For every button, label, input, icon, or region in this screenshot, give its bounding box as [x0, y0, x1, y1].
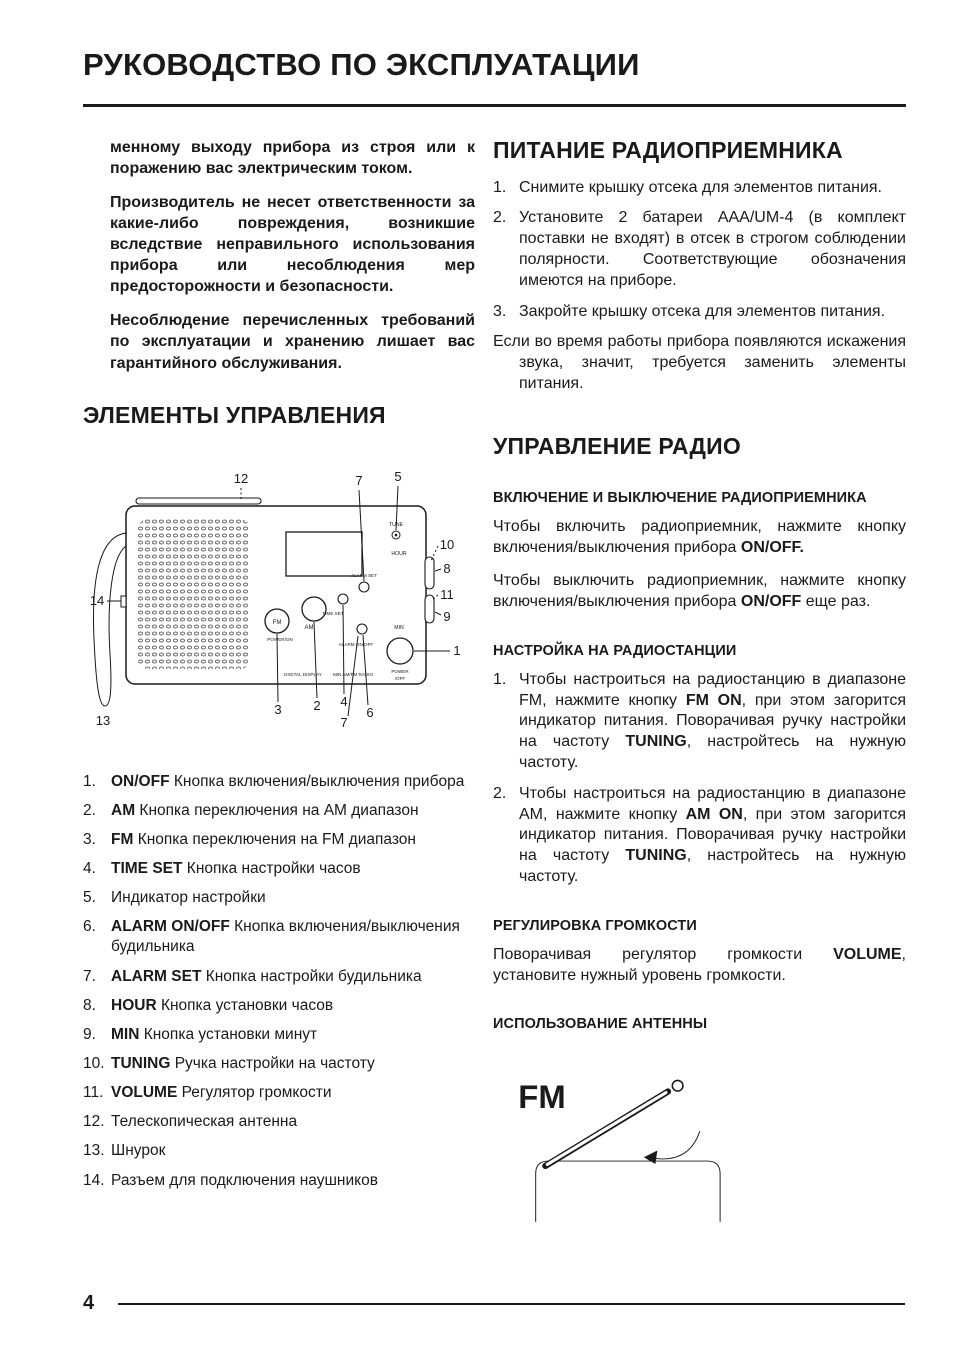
control-item [83, 888, 475, 908]
bold-segment: TUNING [625, 733, 687, 751]
item-text: FM Кнопка переключения на FM диапазон [111, 830, 416, 848]
item-number: 4. [83, 860, 96, 878]
control-item [83, 1171, 475, 1191]
item-text: HOUR Кнопка установки часов [111, 996, 334, 1014]
text-segment: Чтобы настроиться на радиостанцию в диапазоне FM, нажмите кнопку [519, 670, 906, 709]
callout-7-top: 7 [355, 472, 363, 488]
tune-label: TUNE [388, 521, 404, 528]
control-item [83, 1112, 475, 1132]
digital-display-label: DIGITAL DISPLAY [284, 671, 322, 677]
two-column-layout [83, 137, 906, 1228]
item-number: 1. [493, 670, 507, 688]
item-number: 10. [83, 1055, 105, 1073]
item-text: AM Кнопка переключения на АМ диапазон [111, 801, 419, 819]
alarm-set-label: ALARM SET [350, 572, 378, 578]
text-segment: еще раз. [801, 593, 871, 611]
callout-13: 13 [95, 712, 111, 728]
item-number: 6. [83, 918, 96, 936]
power-heading: ПИТАНИЕ РАДИОПРИЕМНИКА [493, 136, 843, 163]
callout-10: 10 [439, 536, 455, 552]
control-item [83, 859, 475, 879]
item-text: ALARM ON/OFF Кнопка включения/выключения будильника [111, 918, 460, 956]
power-on-label: POWER/ON [267, 636, 293, 642]
intro-paragraph: Производитель не несет ответственности за какие-либо повреждения, возникшие вследствие неправильного использования прибора или несоблюдения мер предосторожности и безопасности. [110, 193, 475, 296]
power-knob [387, 638, 413, 664]
callout-4: 4 [340, 693, 348, 709]
callout-9: 9 [443, 608, 451, 624]
callout-3: 3 [274, 701, 282, 717]
tuning-subheading: НАСТРОЙКА НА РАДИОСТАНЦИИ [493, 642, 737, 659]
item-text: TUNING Ручка настройки на частоту [111, 1055, 375, 1073]
item-number: 9. [83, 1025, 96, 1043]
control-item [83, 830, 475, 850]
rotate-arrow-head [644, 1151, 658, 1165]
item-text: Снимите крышку отсека для элементов питания. [519, 178, 882, 196]
list-item [493, 178, 906, 199]
am-button-label: AM [304, 624, 314, 631]
min-label: MIN [394, 624, 404, 631]
controls-list [83, 772, 475, 1191]
item-number: 7. [83, 967, 96, 985]
callout-7-bottom: 7 [340, 714, 348, 730]
onoff-subheading: ВКЛЮЧЕНИЕ И ВЫКЛЮЧЕНИЕ РАДИОПРИЕМНИКА [493, 489, 867, 506]
item-text: Шнурок [111, 1142, 166, 1160]
item-number: 13. [83, 1142, 105, 1160]
radio-diagram-svg [81, 469, 471, 744]
page-title: РУКОВОДСТВО ПО ЭКСПЛУАТАЦИИ [83, 46, 640, 82]
off-label: /OFF [394, 675, 406, 681]
item-number: 5. [83, 889, 96, 907]
intro-paragraph: менному выходу прибора из строя или к поражению вас электрическим током. [110, 138, 475, 177]
bold-segment: FM ON [685, 691, 742, 709]
control-item [83, 917, 475, 957]
battery-note: Если во время работы прибора появляются искажения звука, значит, требуется заменить элементы питания. [493, 333, 906, 392]
tuning-side-button [425, 557, 434, 589]
item-number: 8. [83, 996, 96, 1014]
text-segment: , установите нужный уровень громкости. [493, 945, 906, 984]
callout-6: 6 [366, 704, 374, 720]
item-text: Телескопическая антенна [111, 1113, 298, 1131]
control-item [83, 1083, 475, 1103]
speaker-grille [138, 519, 250, 669]
warning-intro [83, 137, 475, 374]
item-number: 11. [83, 1084, 104, 1102]
control-item [83, 1025, 475, 1045]
hour-label: HOUR [391, 550, 407, 557]
antenna-tip-knob [672, 1081, 683, 1092]
callout-14: 14 [89, 592, 105, 608]
list-item [493, 670, 906, 774]
volume-paragraph [493, 945, 906, 987]
item-number: 14. [83, 1171, 105, 1189]
min-amfm-radio-label: MIN AM/FM RADIO [332, 671, 374, 677]
item-number: 1. [493, 178, 507, 196]
item-text: Установите 2 батареи AAA/UM-4 (в комплект поставки не входят) в отсек в строгом соблюдении полярности. Соответствующие обозначения имеются на приборе. [519, 209, 906, 289]
fm-band-label: FM [518, 1078, 566, 1116]
title-rule [83, 104, 906, 107]
item-text: TIME SET Кнопка настройки часов [111, 860, 361, 878]
item-text [519, 670, 906, 774]
control-item [83, 1054, 475, 1074]
volume-subheading: РЕГУЛИРОВКА ГРОМКОСТИ [493, 917, 697, 934]
time-set-label: TIME SET [322, 610, 344, 616]
item-number: 12. [83, 1113, 105, 1131]
callout-11: 11 [440, 586, 454, 602]
control-item [83, 967, 475, 987]
alarm-onoff-button [357, 624, 367, 634]
item-number: 1. [83, 772, 96, 790]
fm-button-label: FM [272, 619, 282, 626]
telescopic-antenna [136, 498, 261, 504]
bold-segment: AM ON [685, 805, 743, 823]
bold-segment: ON/OFF [740, 593, 802, 611]
bold-segment: TUNING [625, 847, 687, 865]
text-segment: , при этом загорится индикатор питания. Поворачивая ручку настройки на частоту [519, 691, 907, 751]
tuning-steps [493, 670, 906, 888]
text-segment: , настройтесь на нужную частоту. [519, 733, 906, 772]
text-segment: Поворачивая регулятор громкости [493, 945, 834, 963]
strap [93, 533, 128, 706]
digital-display [286, 532, 362, 576]
page-footer [83, 1292, 905, 1315]
tune-indicator-dot [395, 533, 398, 536]
antenna-subheading: ИСПОЛЬЗОВАНИЕ АНТЕННЫ [493, 1016, 708, 1033]
item-text: Индикатор настройки [111, 889, 266, 907]
radio-top-outline [536, 1162, 720, 1223]
list-item [493, 208, 906, 291]
callout-5: 5 [394, 468, 402, 484]
item-text: ON/OFF Кнопка включения/выключения прибора [111, 772, 465, 790]
antenna-diagram [499, 1048, 906, 1227]
control-item [83, 1141, 475, 1161]
radio-control-heading: УПРАВЛЕНИЕ РАДИО [493, 432, 741, 459]
volume-side-button [425, 595, 434, 623]
onoff-paragraph-1 [493, 517, 906, 559]
bold-segment: VOLUME [833, 945, 902, 963]
control-item [83, 772, 475, 792]
list-item [493, 784, 906, 888]
item-text: VOLUME Регулятор громкости [111, 1084, 332, 1102]
callout-8: 8 [443, 560, 451, 576]
item-text: MIN Кнопка установки минут [111, 1025, 318, 1043]
item-number: 3. [83, 830, 96, 848]
control-item [83, 801, 475, 821]
text-segment: , при этом загорится индикатор питания. Поворачивая ручку настройки на частоту [519, 805, 907, 865]
headphone-jack [121, 596, 126, 607]
alarm-onoff-label: ALARM ON/OFF [338, 641, 374, 647]
control-item [83, 996, 475, 1016]
text-segment: Чтобы настроиться на радиостанцию в диапазоне АМ, нажмите кнопку [519, 784, 906, 823]
item-number: 2. [493, 209, 507, 227]
item-number: 2. [493, 784, 507, 802]
radio-diagram [81, 469, 475, 744]
text-segment: Чтобы выключить радиоприемник, нажмите кнопку включения/выключения прибора [493, 572, 906, 611]
item-text: Разъем для подключения наушников [111, 1171, 378, 1189]
antenna-diagram-svg [499, 1048, 779, 1222]
item-number: 2. [83, 801, 96, 819]
callout-1: 1 [453, 642, 461, 658]
power-steps [493, 178, 906, 323]
item-number: 3. [493, 302, 507, 320]
footer-rule [118, 1303, 905, 1305]
item-text [519, 784, 906, 888]
controls-heading: ЭЛЕМЕНТЫ УПРАВЛЕНИЯ [83, 401, 386, 428]
page-number: 4 [83, 1292, 95, 1314]
item-text: Закройте крышку отсека для элементов питания. [519, 302, 886, 320]
item-text: ALARM SET Кнопка настройки будильника [111, 967, 422, 985]
callout-2: 2 [313, 697, 321, 713]
right-column [493, 137, 906, 1228]
callout-12: 12 [233, 470, 249, 486]
onoff-paragraph-2 [493, 571, 906, 613]
list-item [493, 302, 906, 323]
power-label: POWER [391, 668, 409, 674]
bold-segment: ON/OFF. [740, 538, 804, 556]
text-segment: , настройтесь на нужную частоту. [519, 847, 906, 886]
am-button [302, 597, 326, 621]
left-column [83, 137, 475, 1228]
intro-paragraph: Несоблюдение перечисленных требований по эксплуатации и хранению лишает вас гарантийного обслуживания. [110, 312, 475, 372]
alarm-set-button [359, 582, 369, 592]
text-segment: Чтобы включить радиоприемник, нажмите кнопку включения/выключения прибора [493, 517, 906, 556]
time-set-button [338, 594, 348, 604]
